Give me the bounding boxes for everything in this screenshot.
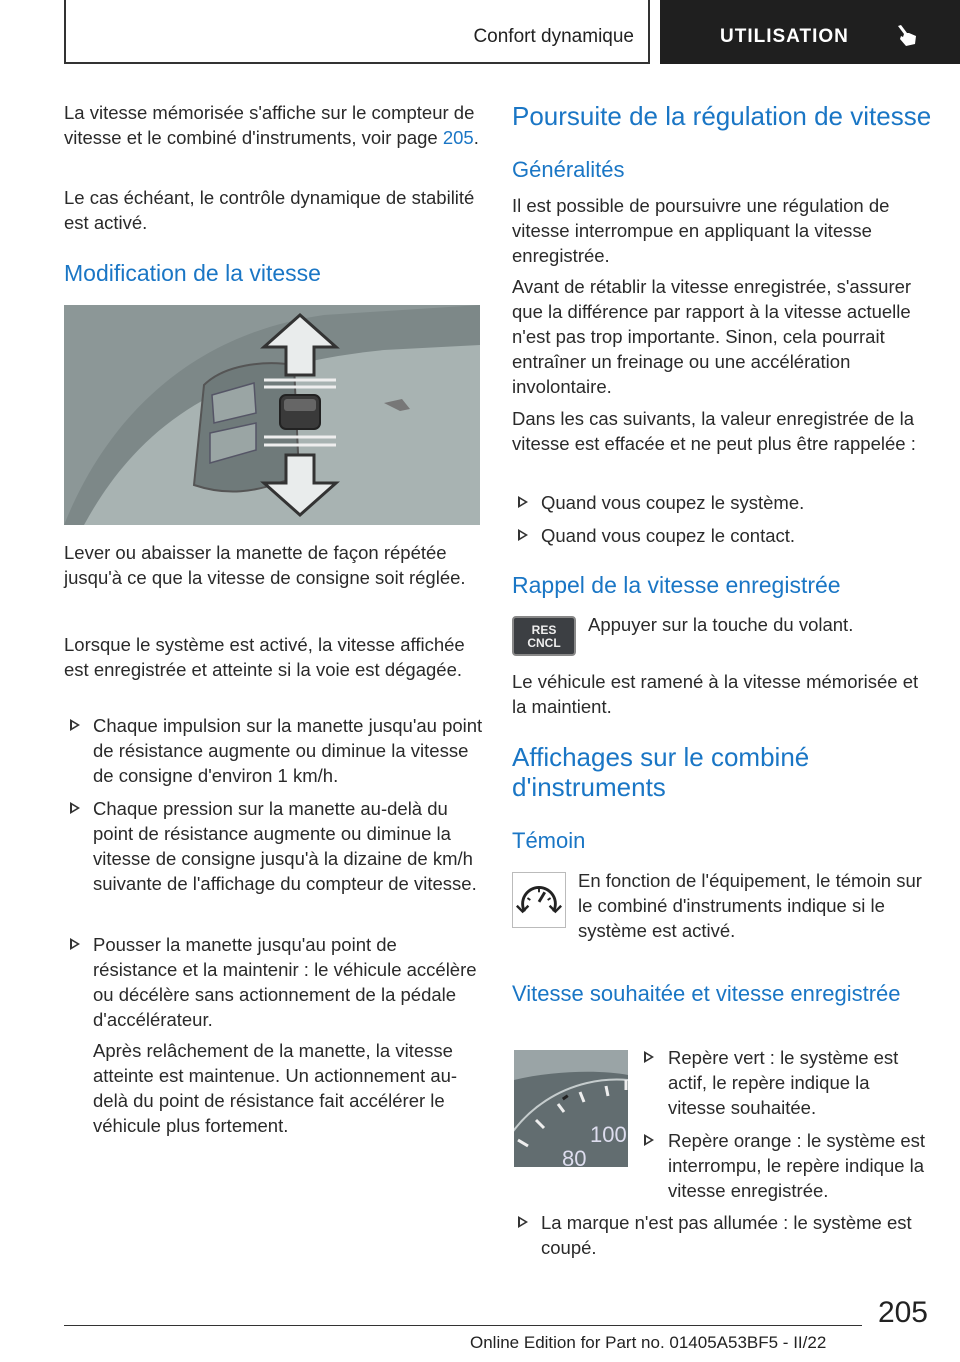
- hand-pointer-icon: [892, 24, 920, 52]
- heading-general: Généralités: [512, 157, 625, 182]
- bullet-triangle-icon: [518, 496, 528, 508]
- paragraph-vehicle-returns: Le véhicule est ramené à la vitesse mémorisée et la maintient.: [512, 671, 919, 717]
- heading-recall-speed: Rappel de la vitesse enregistrée: [512, 572, 841, 598]
- paragraph-press-button: Appuyer sur la touche du volant.: [588, 614, 854, 635]
- heading-displays-cluster: Affichages sur le combiné d'instruments: [512, 742, 810, 802]
- heading-speed-modification: Modification de la vitesse: [64, 260, 321, 286]
- header-chapter-box: [660, 0, 960, 64]
- bullet-triangle-icon: [70, 719, 80, 731]
- bullet-item: Chaque pression sur la manette au-delà du point de résistance augmente ou diminue la vitesse de consigne jusqu'à la dizaine de km/h suivante de l'affichage du compteur de vitesse.: [93, 798, 477, 894]
- paragraph-release-lever: Après relâchement de la manette, la vitesse atteinte est maintenue. Un actionnement au-delà du point de résistance fait accélérer le véhicule plus fortement.: [93, 1040, 458, 1136]
- paragraph-indicator: En fonction de l'équipement, le témoin sur le combiné d'instruments indique si le système est activé.: [578, 870, 922, 941]
- bullet-item: Repère vert : le système est actif, le repère indique la vitesse souhaitée.: [668, 1047, 899, 1118]
- bullet-triangle-icon: [518, 1216, 528, 1228]
- paragraph-memorized-speed: La vitesse mémorisée s'affiche sur le compteur de vitesse et le combiné d'instruments, voir page 205.: [64, 102, 479, 148]
- heading-indicator: Témoin: [512, 828, 586, 853]
- heading-desired-speed: Vitesse souhaitée et vitesse enregistrée: [512, 981, 901, 1006]
- bullet-item: Chaque impulsion sur la manette jusqu'au point de résistance augmente ou diminue la vitesse de consigne d'environ 1 km/h.: [93, 715, 483, 786]
- bullet-triangle-icon: [644, 1051, 654, 1063]
- heading-continue-cruise: Poursuite de la régulation de vitesse: [512, 101, 932, 131]
- header-section-title: Confort dynamique: [473, 26, 634, 47]
- res-cncl-button-icon: RES CNCL: [512, 616, 576, 656]
- steering-wheel-lever-figure: [64, 305, 480, 525]
- paragraph-system-active: Lorsque le système est activé, la vitesse affichée est enregistrée et atteinte si la voie est dégagée.: [64, 634, 465, 680]
- paragraph-cases-erased: Dans les cas suivants, la valeur enregistrée de la vitesse est effacée et ne peut plus être rappelée :: [512, 408, 916, 454]
- paragraph-lever-instruction: Lever ou abaisser la manette de façon répétée jusqu'à ce que la vitesse de consigne soit réglée.: [64, 542, 466, 588]
- bullet-triangle-icon: [644, 1134, 654, 1146]
- bullet-triangle-icon: [70, 938, 80, 950]
- bullet-item: Quand vous coupez le contact.: [541, 525, 796, 546]
- speedometer-gauge-figure: [514, 1050, 628, 1167]
- header-chapter-title: UTILISATION: [720, 26, 849, 47]
- bullet-triangle-icon: [70, 802, 80, 814]
- paragraph-stability-control: Le cas échéant, le contrôle dynamique de stabilité est activé.: [64, 187, 475, 233]
- paragraph-before-restore: Avant de rétablir la vitesse enregistrée, s'assurer que la différence par rapport à la vitesse actuelle n'est pas trop importante. Sinon, cela pourrait entraîner un freinage ou une accélération involontaire.: [512, 276, 912, 397]
- bullet-item: Quand vous coupez le système.: [541, 492, 805, 513]
- svg-text:80: 80: [562, 1146, 587, 1167]
- footer-divider: [64, 1325, 862, 1326]
- bullet-triangle-icon: [518, 529, 528, 541]
- bullet-item: La marque n'est pas allumée : le système est coupé.: [541, 1212, 912, 1258]
- bullet-item: Repère orange : le système est interrompu, le repère indique la vitesse enregistrée.: [668, 1130, 926, 1201]
- page-link[interactable]: 205: [442, 127, 474, 148]
- svg-text:100: 100: [590, 1122, 627, 1147]
- footer-edition: Online Edition for Part no. 01405A53BF5 - II/22: [470, 1333, 827, 1352]
- bullet-item: Pousser la manette jusqu'au point de résistance et la maintenir : le véhicule accélère ou décélère sans actionnement de la pédale d'accélérateur.: [93, 934, 477, 1030]
- paragraph-general: Il est possible de poursuivre une régulation de vitesse interrompue en appliquant la vitesse enregistrée.: [512, 195, 890, 266]
- speedometer-icon: [512, 872, 566, 928]
- header-section-box: [64, 0, 650, 64]
- page-number: 205: [877, 1296, 928, 1329]
